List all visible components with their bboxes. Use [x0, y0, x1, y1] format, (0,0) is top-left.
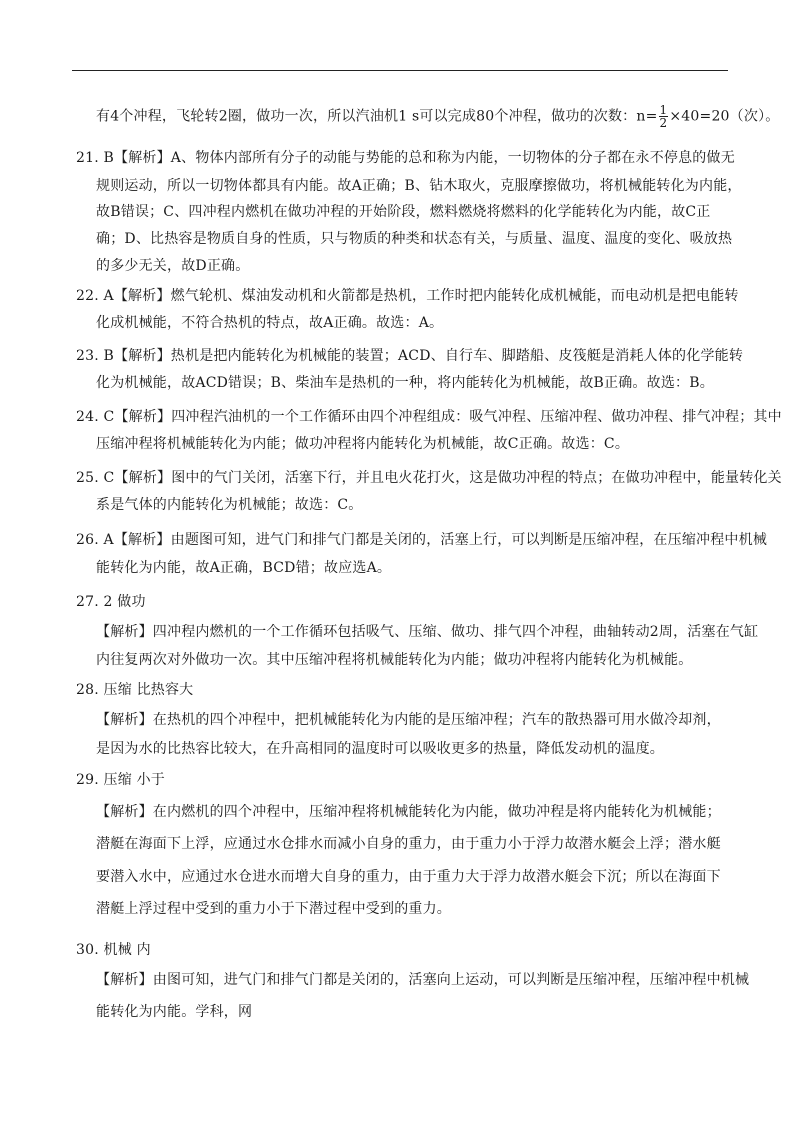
text-line: 潜艇上浮过程中受到的重力小于下潜过程中受到的重力。 [96, 901, 451, 917]
text-line: 【解析】由图可知，进气门和排气门都是关闭的，活塞向上运动，可以判断是压缩冲程，压缩冲程中机械 [96, 972, 750, 988]
text-line: 的多少无关，故D正确。 [96, 258, 250, 274]
text-line: 能转化为内能，故A正确，BCD错；故应选A。 [96, 560, 392, 576]
text-line: 潜艇在海面下上浮，应通过水仓排水而减小自身的重力，由于重力小于浮力故潜水艇会上浮；潜水艇 [96, 836, 721, 852]
header-rule [72, 70, 728, 71]
text-line: 化为机械能，故ACD错误；B、柴油车是热机的一种，将内能转化为机械能，故B正确。故选：B。 [96, 375, 714, 391]
fraction-numerator: 1 [659, 103, 668, 117]
text-line: 28. 压缩 比热容大 [76, 682, 194, 698]
text-line: 22. A【解析】燃气轮机、煤油发动机和火箭都是热机，工作时把内能转化成机械能，而电动机是把电能转 [76, 288, 739, 304]
text-line: 30. 机械 内 [76, 942, 151, 958]
text-line: 内往复两次对外做功一次。其中压缩冲程将机械能转化为内能；做功冲程将内能转化为机械能。 [96, 652, 693, 668]
text-line: 是因为水的比热容比较大，在升高相同的温度时可以吸收更多的热量，降低发动机的温度。 [96, 741, 664, 757]
intro-line [96, 104, 779, 129]
text-line: 【解析】在热机的四个冲程中，把机械能转化为内能的是压缩冲程；汽车的散热器可用水做冷却剂， [96, 712, 721, 728]
text-line: 化成机械能，不符合热机的特点，故A正确。故选：A。 [96, 315, 444, 331]
text-line: 23. B【解析】热机是把内能转化为机械能的装置；ACD、自行车、脚踏船、皮筏艇是消耗人体的化学能转 [76, 348, 744, 364]
text-line: 27. 2 做功 [76, 594, 146, 610]
text-line: 能转化为内能。学科，网 [96, 1004, 253, 1020]
text-line: 【解析】四冲程内燃机的一个工作循环包括吸气、压缩、做功、排气四个冲程，曲轴转动2周，活塞在气缸 [96, 624, 759, 640]
fraction-denominator: 2 [659, 116, 668, 130]
text-line: 确；D、比热容是物质自身的性质，只与物质的种类和状态有关，与质量、温度、温度的变化、吸放热 [96, 231, 733, 247]
text-line: 【解析】在内燃机的四个冲程中，压缩冲程将机械能转化为内能，做功冲程是将内能转化为机械能； [96, 804, 721, 820]
text-line: 压缩冲程将机械能转化为内能；做功冲程将内能转化为机械能，故C正确。故选：C。 [96, 436, 630, 452]
text-line: 29. 压缩 小于 [76, 772, 165, 788]
intro-text-before: 有4个冲程，飞轮转2圈，做功一次，所以汽油机1 s可以完成80个冲程，做功的次数：n= [96, 108, 658, 125]
text-line: 规则运动，所以一切物体都具有内能。故A正确；B、钻木取火，克服摩擦做功，将机械能转化为内能， [96, 178, 742, 194]
text-line: 系是气体的内能转化为机械能；故选：C。 [96, 497, 363, 513]
intro-text-after: ×40=20（次）。 [669, 108, 780, 125]
text-line: 25. C【解析】图中的气门关闭，活塞下行，并且电火花打火，这是做功冲程的特点；在做功冲程中，能量转化关 [76, 470, 782, 486]
fraction [659, 104, 669, 129]
text-line: 要潜入水中，应通过水仓进水而增大自身的重力，由于重力大于浮力故潜水艇会下沉；所以在海面下 [96, 869, 721, 885]
text-line: 26. A【解析】由题图可知，进气门和排气门都是关闭的，活塞上行，可以判断是压缩冲程，在压缩冲程中机械 [76, 532, 768, 548]
text-line: 24. C【解析】四冲程汽油机的一个工作循环由四个冲程组成：吸气冲程、压缩冲程、做功冲程、排气冲程；其中 [76, 409, 782, 425]
text-line: 21. B【解析】A、物体内部所有分子的动能与势能的总和称为内能，一切物体的分子都在永不停息的做无 [76, 150, 735, 166]
text-line: 故B错误；C、四冲程内燃机在做功冲程的开始阶段，燃料燃烧将燃料的化学能转化为内能，故C正 [96, 204, 711, 220]
